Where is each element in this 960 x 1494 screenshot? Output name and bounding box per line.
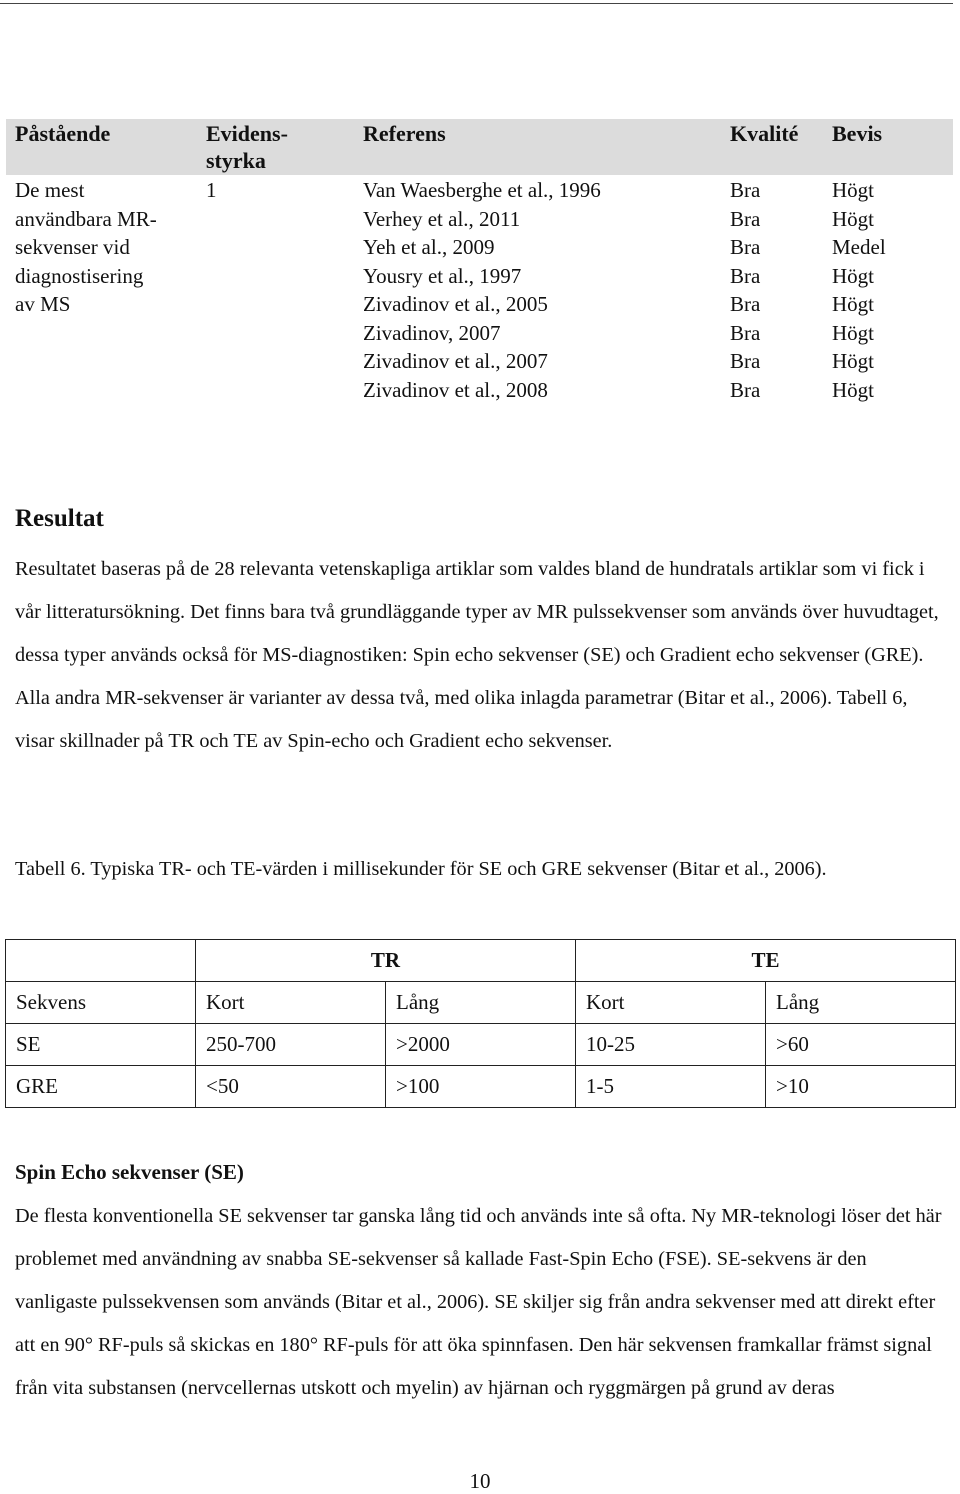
reference-cell: Zivadinov, 2007 xyxy=(363,320,501,345)
top-rule xyxy=(0,3,953,4)
evidence-table-header xyxy=(6,119,953,175)
resultat-paragraph-1: Resultatet baseras på de 28 relevanta vetenskapliga artiklar som valdes bland de hundratals artiklar som vi fick i vår litteratursökning. Det finns bara två grundläggande typer av MR pulssekvenser som används över huvudtaget, dessa typer används också för MS-diagnostiken: Spin echo sekvenser (SE) och Gradient echo sekvenser (GRE). xyxy=(15,558,939,666)
reference-cell: Verhey et al., 2011 xyxy=(363,206,521,231)
resultat-heading: Resultat xyxy=(15,505,104,532)
reference-cell: Van Waesberghe et al., 1996 xyxy=(363,178,601,202)
table6-group-header-row xyxy=(6,940,956,982)
strength-cell: 1 xyxy=(206,178,217,202)
quality-cell: Bra xyxy=(730,263,761,288)
table6-cell: <50 xyxy=(196,1066,386,1108)
table6-caption: Tabell 6. Typiska TR- och TE-värden i millisekunder för SE och GRE sekvenser (Bitar et al., 2006). xyxy=(15,858,827,880)
header-reference: Referens xyxy=(363,121,446,146)
table6-cell: >10 xyxy=(766,1066,956,1108)
table-row xyxy=(6,1024,956,1066)
quality-cell: Bra xyxy=(730,178,761,202)
header-proof: Bevis xyxy=(832,121,883,146)
proof-column xyxy=(832,176,886,404)
quality-cell: Bra xyxy=(730,320,761,345)
claim-cell xyxy=(15,176,157,319)
table6-header-empty xyxy=(6,940,196,982)
table6-cell: 1-5 xyxy=(576,1066,766,1108)
resultat-body xyxy=(15,548,950,763)
quality-cell: Bra xyxy=(730,235,761,259)
table6-cell: >60 xyxy=(766,1024,956,1066)
table-row xyxy=(6,1066,956,1108)
proof-cell: Högt xyxy=(832,178,874,202)
proof-cell: Medel xyxy=(832,235,886,259)
proof-cell: Högt xyxy=(832,377,874,402)
claim-line: användbara MR- xyxy=(15,206,157,231)
quality-column xyxy=(730,176,760,404)
quality-cell: Bra xyxy=(730,377,761,402)
table6-cell: GRE xyxy=(6,1066,196,1108)
table6-header-te: TE xyxy=(576,940,956,982)
quality-cell: Bra xyxy=(730,349,761,373)
quality-cell: Bra xyxy=(730,292,761,316)
spin-echo-heading: Spin Echo sekvenser (SE) xyxy=(15,1160,244,1184)
reference-cell: Yousry et al., 1997 xyxy=(363,263,522,288)
table6-cell: 10-25 xyxy=(576,1024,766,1066)
header-quality: Kvalité xyxy=(730,121,799,146)
claim-line: diagnostisering xyxy=(15,263,144,288)
table6-cell: SE xyxy=(6,1024,196,1066)
table6-col-te-kort: Kort xyxy=(576,982,766,1024)
page-number: 10 xyxy=(469,1469,491,1493)
reference-cell: Yeh et al., 2009 xyxy=(363,235,495,259)
table6-header-tr: TR xyxy=(196,940,576,982)
proof-cell: Högt xyxy=(832,320,874,345)
table6-col-tr-lang: Lång xyxy=(386,982,576,1024)
table6 xyxy=(5,939,956,1108)
proof-cell: Högt xyxy=(832,206,874,231)
table6-col-sekvens: Sekvens xyxy=(6,982,196,1024)
proof-cell: Högt xyxy=(832,292,874,316)
header-strength: Evidens- styrka xyxy=(206,121,288,173)
claim-line: De mest xyxy=(15,178,85,202)
reference-cell: Zivadinov et al., 2007 xyxy=(363,349,548,373)
claim-line: sekvenser vid xyxy=(15,235,130,259)
resultat-paragraph-2: Alla andra MR-sekvenser är varianter av dessa två, med olika inlagda parametrar (Bitar et al., 2006). Tabell 6, visar skillnader på TR och TE av Spin-echo och Gradient echo sekvenser. xyxy=(15,687,908,752)
quality-cell: Bra xyxy=(730,206,761,231)
table6-cell: >100 xyxy=(386,1066,576,1108)
table6-column-row xyxy=(6,982,956,1024)
spin-echo-paragraph: De flesta konventionella SE sekvenser tar ganska lång tid och används inte så ofta. Ny MR-teknologi löser det här problemet med användning av snabba SE-sekvenser så kallade Fast-Spin Echo (FSE). SE-sekvens är den vanligaste pulssekvensen som används (Bitar et al., 2006). SE skiljer sig från andra sekvenser med att direkt efter att en 90° RF-puls så skickas en 180° RF-puls för att öka spinnfasen. Den här sekvensen framkallar främst signal från vita substansen (nervcellernas utskott och myelin) av hjärnan och ryggmärgen på grund av deras xyxy=(15,1205,942,1399)
proof-cell: Högt xyxy=(832,263,874,288)
header-claim: Påstående xyxy=(15,121,111,146)
table6-cell: >2000 xyxy=(386,1024,576,1066)
table6-col-te-lang: Lång xyxy=(766,982,956,1024)
table6-cell: 250-700 xyxy=(196,1024,386,1066)
reference-cell: Zivadinov et al., 2005 xyxy=(363,292,548,316)
proof-cell: Högt xyxy=(832,349,874,373)
claim-line: av MS xyxy=(15,292,71,316)
reference-cell: Zivadinov et al., 2008 xyxy=(363,377,548,402)
table6-col-tr-kort: Kort xyxy=(196,982,386,1024)
reference-column xyxy=(363,176,601,404)
